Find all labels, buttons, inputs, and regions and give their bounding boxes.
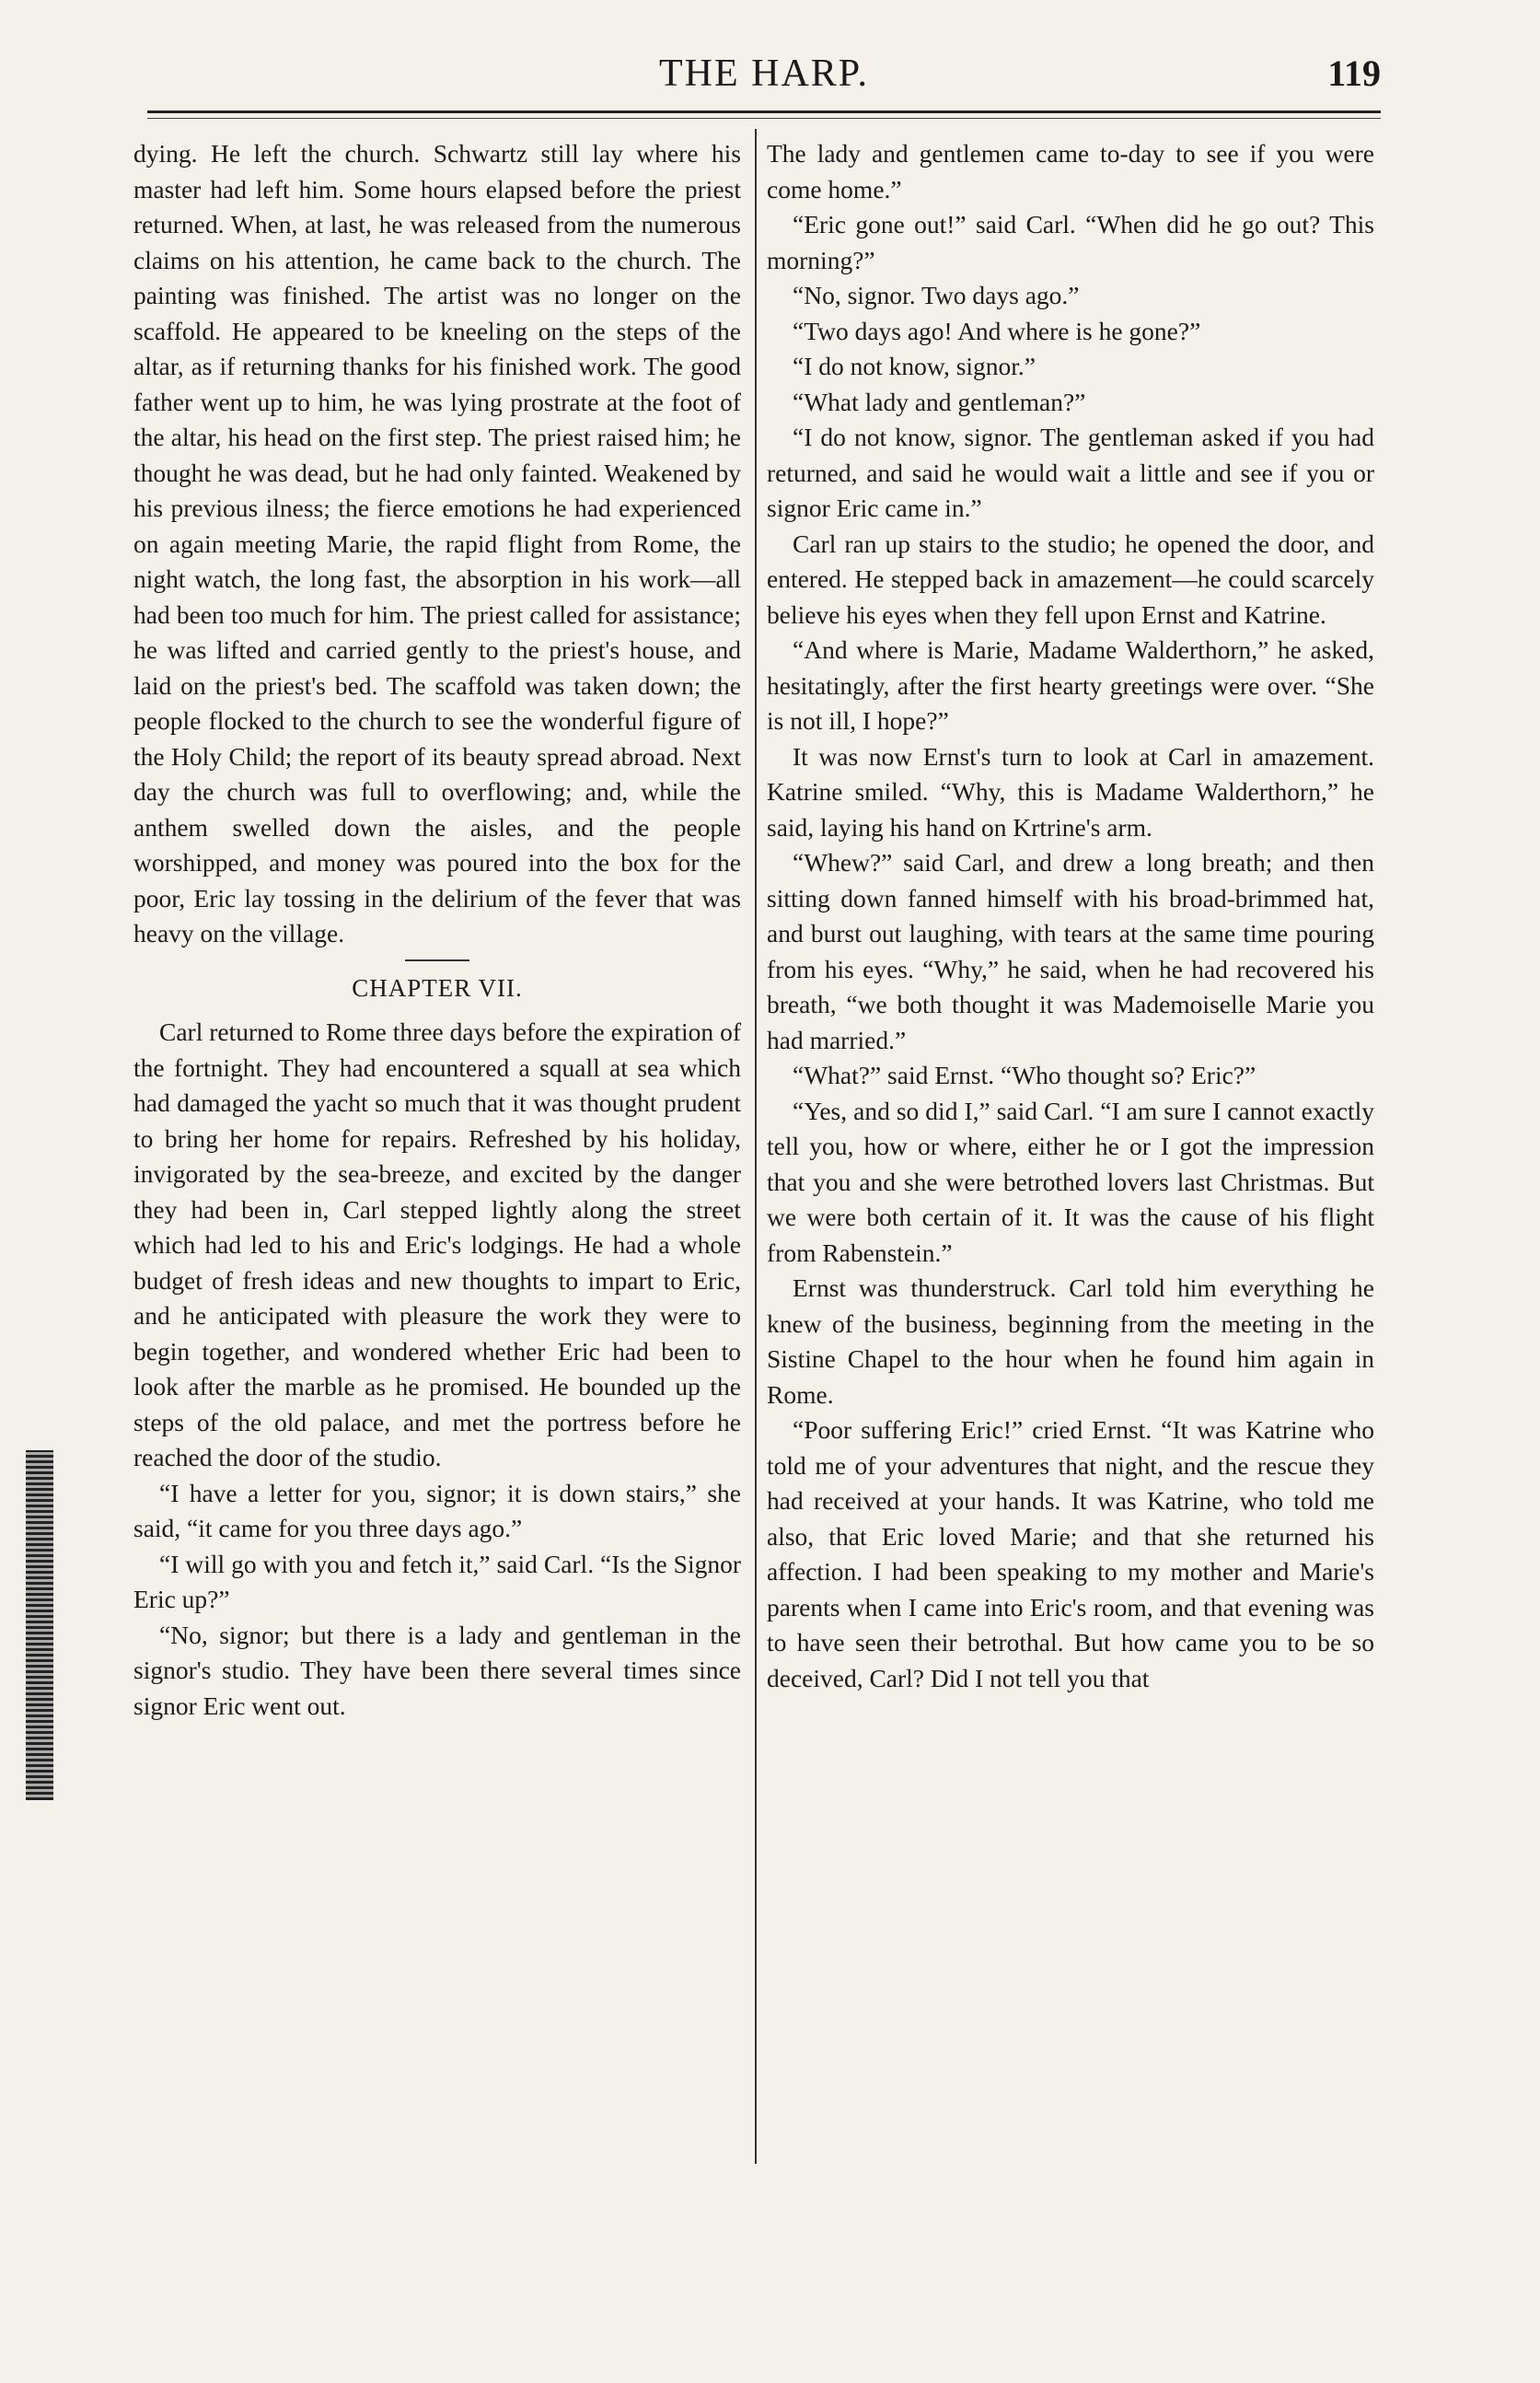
chapter-rule bbox=[405, 959, 469, 961]
paragraph: Ernst was thunderstruck. Carl told him everything he knew of the business, beginning from the meeting in the Sistine Chapel to the hour when he found him again in Rome. bbox=[767, 1273, 1374, 1409]
header-rule-thin bbox=[147, 118, 1381, 119]
paragraph: “Poor suffering Eric!” cried Ernst. “It was Katrine who told me of your adventures that night, and the rescue they had received at your hands. It was Katrine, who told me also, that Eric loved Marie; and that she returned his affection. I had been speaking to my mother and Marie's parents when I came into Eric's room, and that evening was to have seen their betrothal. But how came you to be so deceived, Carl? Did I not tell you that bbox=[767, 1415, 1374, 1692]
paragraph: “What?” said Ernst. “Who thought so? Eric?” bbox=[793, 1061, 1256, 1089]
right-column bbox=[767, 136, 1374, 1696]
paragraph: Carl ran up stairs to the studio; he opened the door, and entered. He stepped back in amazement—he could scarcely believe his eyes when they fell upon Ernst and Katrine. bbox=[767, 529, 1374, 629]
header-rule bbox=[147, 110, 1381, 113]
paragraph: “No, signor; but there is a lady and gentleman in the signor's studio. They have been there several times since signor Eric went out. bbox=[133, 1620, 741, 1720]
paragraph: It was now Ernst's turn to look at Carl in amazement. Katrine smiled. “Why, this is Madame Walderthorn,” he said, laying his hand on Krtrine's arm. bbox=[767, 741, 1374, 842]
paragraph: “And where is Marie, Madame Walderthorn,” he asked, hesitatingly, after the first hearty greetings were over. “She is not ill, I hope?” bbox=[767, 635, 1374, 735]
paragraph: dying. He left the church. Schwartz still lay where his master had left him. Some hours elapsed before the priest returned. When, at last, he was released from the numerous claims on his attention, he came back to the church. The painting was finished. The artist was no longer on the scaffold. He appeared to be kneeling on the steps of the altar, as if returning thanks for his finished work. The good father went up to him, he was lying prostrate at the foot of the altar, his head on the first step. The priest raised him; he thought he was dead, but he had only fainted. Weakened by his previous ilness; the fierce emotions he had experienced on again meeting Marie, the rapid flight from Rome, the night watch, the long fast, the absorption in his work—all had been too much for him. The priest called for assistance; he was lifted and carried gently to the priest's house, and laid on the priest's bed. The scaffold was taken down; the people flocked to the church to see the wonderful figure of the Holy Child; the report of its beauty spread abroad. Next day the church was full to overflowing; and, while the anthem swelled down the aisles, and the people worshipped, and money was poured into the box for the poor, Eric lay tossing in the delirium of the fever that was heavy on the village. bbox=[133, 139, 741, 947]
paragraph: Carl returned to Rome three days before the expiration of the fortnight. They had encountered a squall at sea which had damaged the yacht so much that it was thought prudent to bring her home for repairs. Refreshed by his holiday, invigorated by the sea-breeze, and excited by the danger they had been in, Carl stepped lightly along the street which had led to his and Eric's lodgings. He had a whole budget of fresh ideas and new thoughts to impart to Eric, and he anticipated with pleasure the work they were to begin together, and wondered whether Eric had been to look after the marble as he promised. He bounded up the steps of the old palace, and met the portress before he reached the door of the studio. bbox=[133, 1017, 741, 1471]
chapter-heading: CHAPTER VII. bbox=[352, 973, 523, 1002]
left-column bbox=[133, 136, 741, 1724]
paragraph: “I do not know, signor.” bbox=[793, 352, 1036, 380]
binding-margin-strip bbox=[26, 1450, 53, 1800]
paragraph: “Eric gone out!” said Carl. “When did he go out? This morning?” bbox=[767, 210, 1374, 274]
paragraph: “Yes, and so did I,” said Carl. “I am sure I cannot exactly tell you, how or where, either he or I got the impression that you and she were betrothed lovers last Christmas. But we were both certain of it. It was the cause of his flight from Rabenstein.” bbox=[767, 1096, 1374, 1267]
page-header bbox=[147, 48, 1381, 103]
paragraph: “No, signor. Two days ago.” bbox=[793, 281, 1080, 309]
page-number: 119 bbox=[1327, 52, 1381, 94]
paragraph: “I do not know, signor. The gentleman asked if you had returned, and said he would wait a little and see if you or signor Eric came in.” bbox=[767, 423, 1374, 522]
running-title: THE HARP. bbox=[658, 52, 870, 95]
paragraph: “I have a letter for you, signor; it is down stairs,” she said, “it came for you three days ago.” bbox=[133, 1478, 741, 1542]
paragraph: “Two days ago! And where is he gone?” bbox=[793, 316, 1201, 345]
column-divider bbox=[755, 129, 757, 2164]
paragraph: The lady and gentlemen came to-day to see if you were come home.” bbox=[767, 139, 1374, 203]
paragraph: “I will go with you and fetch it,” said Carl. “Is the Signor Eric up?” bbox=[133, 1549, 741, 1613]
paragraph: “What lady and gentleman?” bbox=[793, 387, 1086, 416]
paragraph: “Whew?” said Carl, and drew a long breath; and then sitting down fanned himself with his broad-brimmed hat, and burst out laughing, with tears at the same time pouring from his eyes. “Why,” he said, when he had recovered his breath, “we both thought it was Mademoiselle Marie you had married.” bbox=[767, 848, 1374, 1054]
